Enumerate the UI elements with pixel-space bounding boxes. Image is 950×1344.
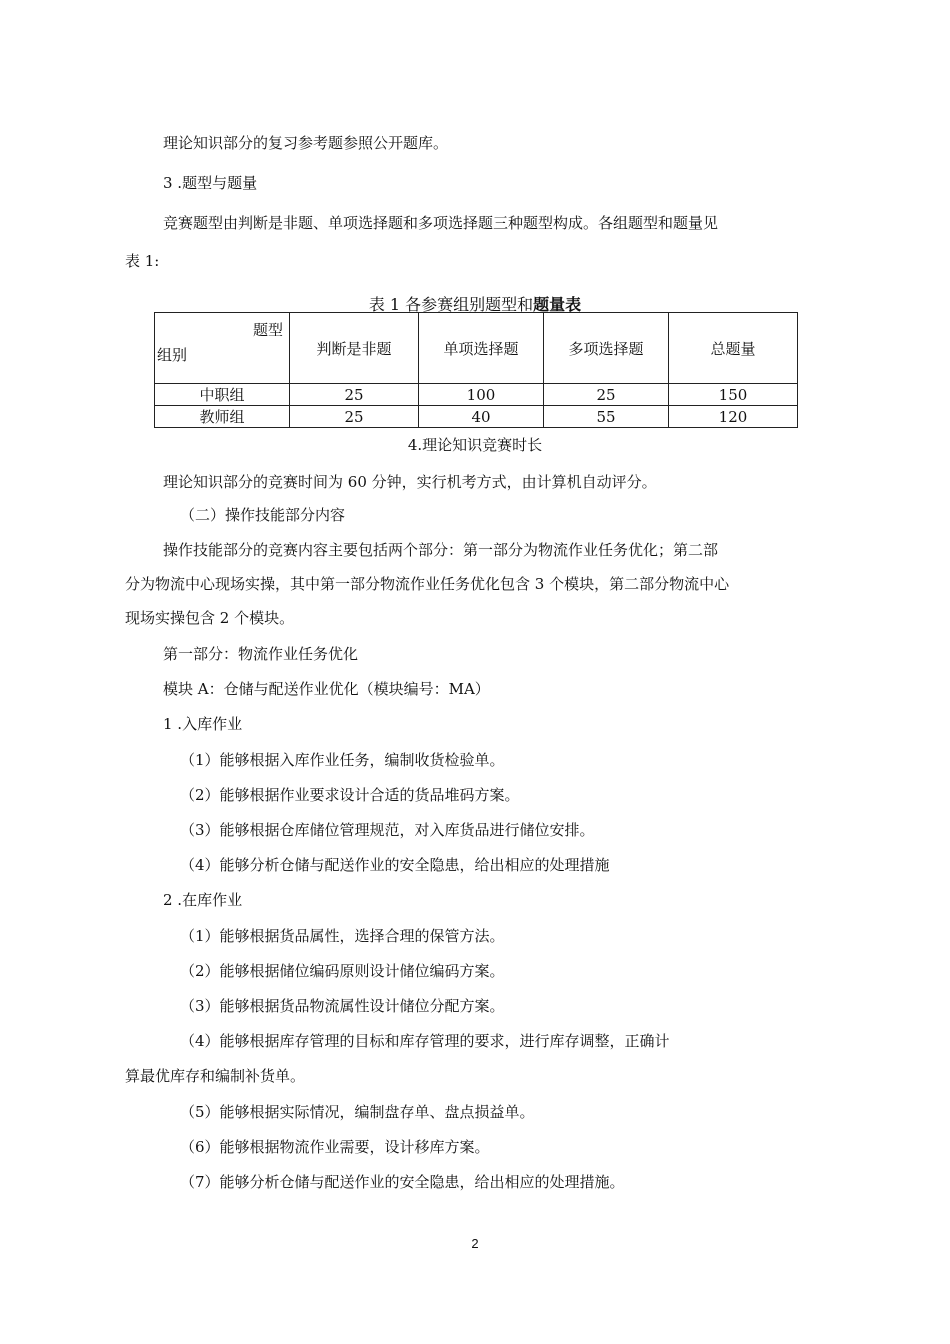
list-item: （1）能够根据货品属性，选择合理的保管方法。 xyxy=(180,927,505,945)
list-item: （4）能够分析仓储与配送作业的安全隐患，给出相应的处理措施 xyxy=(180,856,610,874)
page-number: 2 xyxy=(471,1236,479,1251)
paragraph-theory-duration: 理论知识部分的竞赛时间为 60 分钟，实行机考方式，由计算机自动评分。 xyxy=(163,473,657,491)
table-cell: 25 xyxy=(544,384,669,406)
heading-question-types: 3 .题型与题量 xyxy=(163,174,258,192)
list-item: （6）能够根据物流作业需要，设计移库方案。 xyxy=(180,1138,490,1156)
table-caption-bold: 题量表 xyxy=(533,295,582,314)
table-header-cell: 总题量 xyxy=(669,313,798,384)
list-item: （7）能够分析仓储与配送作业的安全隐患，给出相应的处理措施。 xyxy=(180,1173,625,1191)
heading-in-stock: 2 .在库作业 xyxy=(163,891,243,909)
heading-theory-duration: 4.理论知识竞赛时长 xyxy=(407,436,543,454)
table-corner-cell xyxy=(155,313,290,384)
paragraph-operation-line2: 分为物流中心现场实操，其中第一部分物流作业任务优化包含 3 个模块，第二部分物流中心 xyxy=(125,575,730,593)
heading-module-a: 模块 A：仓储与配送作业优化（模块编号：MA） xyxy=(163,680,490,698)
table-row xyxy=(155,406,798,428)
table-caption-normal: 表 1 各参赛组别题型和 xyxy=(368,295,534,314)
table-cell: 120 xyxy=(669,406,798,428)
table-header-cell: 单项选择题 xyxy=(419,313,544,384)
table-cell: 55 xyxy=(544,406,669,428)
table-header-cell: 多项选择题 xyxy=(544,313,669,384)
paragraph-review-reference: 理论知识部分的复习参考题参照公开题库。 xyxy=(163,134,449,152)
list-item: （1）能够根据入库作业任务，编制收货检验单。 xyxy=(180,751,505,769)
list-item: （2）能够根据作业要求设计合适的货品堆码方案。 xyxy=(180,786,520,804)
table-group-cell: 教师组 xyxy=(155,406,290,428)
corner-label-group: 组别 xyxy=(157,346,188,364)
table-cell: 100 xyxy=(419,384,544,406)
table-header-cell: 判断是非题 xyxy=(290,313,419,384)
list-item: （3）能够根据仓库储位管理规范，对入库货品进行储位安排。 xyxy=(180,821,595,839)
paragraph-operation-line3: 现场实操包含 2 个模块。 xyxy=(125,609,295,627)
question-count-table xyxy=(154,312,798,428)
heading-operation-skills: （二）操作技能部分内容 xyxy=(180,506,346,524)
table-cell: 25 xyxy=(290,406,419,428)
table-group-cell: 中职组 xyxy=(155,384,290,406)
list-item: （4）能够根据库存管理的目标和库存管理的要求，进行库存调整，正确计 xyxy=(180,1032,670,1050)
list-item-continuation: 算最优库存和编制补货单。 xyxy=(125,1067,306,1085)
table-cell: 40 xyxy=(419,406,544,428)
table-header-row xyxy=(155,313,798,384)
heading-part-one: 第一部分：物流作业任务优化 xyxy=(163,645,359,663)
heading-inbound: 1 .入库作业 xyxy=(163,715,243,733)
paragraph-question-types-line1: 竞赛题型由判断是非题、单项选择题和多项选择题三种题型构成。各组题型和题量见 xyxy=(163,214,719,232)
paragraph-operation-line1: 操作技能部分的竞赛内容主要包括两个部分：第一部分为物流作业任务优化；第二部 xyxy=(163,541,719,559)
table-cell: 150 xyxy=(669,384,798,406)
list-item: （2）能够根据储位编码原则设计储位编码方案。 xyxy=(180,962,505,980)
list-item: （3）能够根据货品物流属性设计储位分配方案。 xyxy=(180,997,505,1015)
corner-label-type: 题型 xyxy=(252,321,283,339)
table-row xyxy=(155,384,798,406)
table-cell: 25 xyxy=(290,384,419,406)
list-item: （5）能够根据实际情况，编制盘存单、盘点损益单。 xyxy=(180,1103,535,1121)
paragraph-question-types-line2: 表 1: xyxy=(125,252,160,270)
